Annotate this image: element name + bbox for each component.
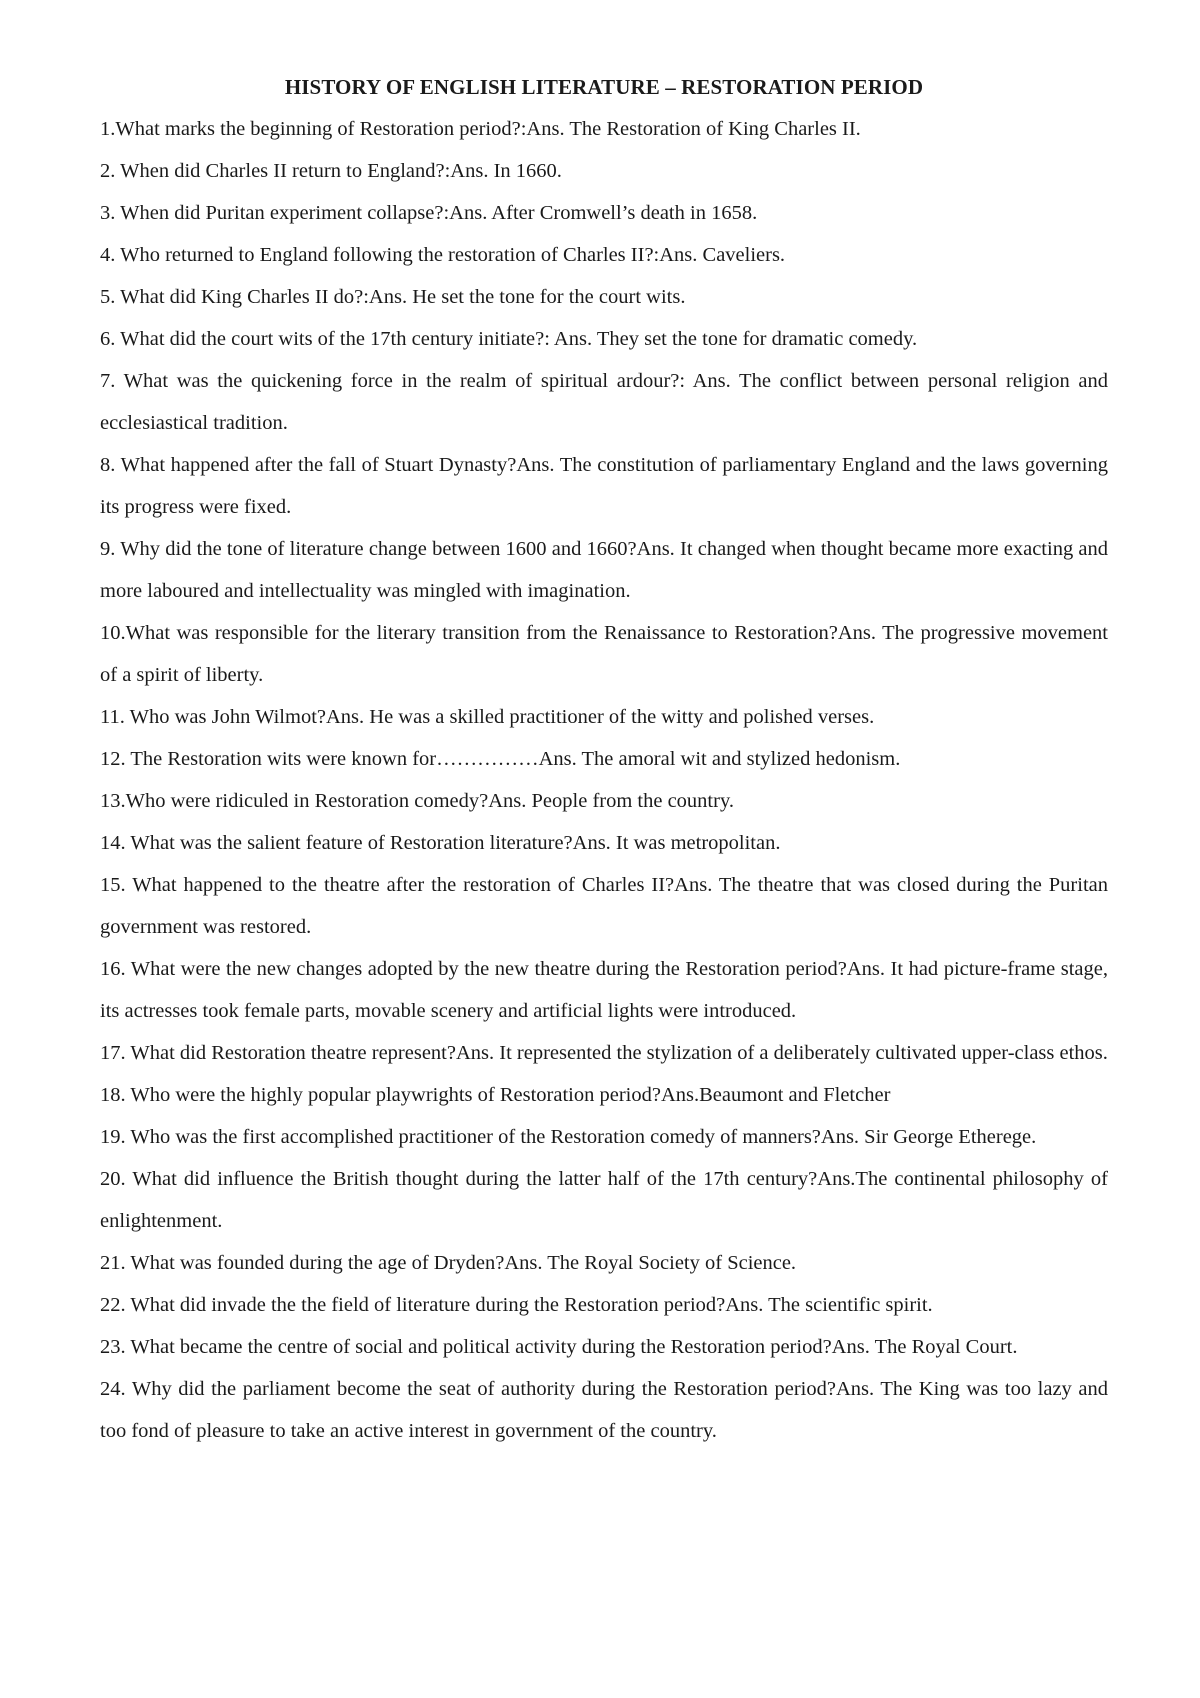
qa-item-14: 14. What was the salient feature of Restoration literature?Ans. It was metropolitan.	[100, 832, 781, 854]
qa-item-15: 15. What happened to the theatre after the restoration of Charles II?Ans. The theatre that was closed during the Puritan government was restored.	[100, 874, 1108, 938]
qa-item-7: 7. What was the quickening force in the realm of spiritual ardour?: Ans. The conflict between personal religion and ecclesiastical tradition.	[100, 370, 1108, 434]
document-page	[100, 66, 1108, 1452]
qa-item-24: 24. Why did the parliament become the seat of authority during the Restoration period?Ans. The King was too lazy and too fond of pleasure to take an active interest in government of the country.	[100, 1378, 1108, 1442]
qa-item-12: 12. The Restoration wits were known for……………Ans. The amoral wit and stylized hedonism.	[100, 748, 901, 770]
qa-item-11: 11. Who was John Wilmot?Ans. He was a skilled practitioner of the witty and polished verses.	[100, 706, 875, 728]
qa-item-21: 21. What was founded during the age of Dryden?Ans. The Royal Society of Science.	[100, 1252, 797, 1274]
qa-item-6: 6. What did the court wits of the 17th century initiate?: Ans. They set the tone for dramatic comedy.	[100, 328, 918, 350]
qa-item-3: 3. When did Puritan experiment collapse?:Ans. After Cromwell’s death in 1658.	[100, 202, 758, 224]
qa-item-10: 10.What was responsible for the literary transition from the Renaissance to Restoration?Ans. The progressive movement of a spirit of liberty.	[100, 622, 1108, 686]
qa-item-16: 16. What were the new changes adopted by the new theatre during the Restoration period?Ans. It had picture-frame stage, its actresses took female parts, movable scenery and artificial lights were introduced.	[100, 958, 1108, 1022]
qa-item-20: 20. What did influence the British thought during the latter half of the 17th century?Ans.The continental philosophy of enlightenment.	[100, 1168, 1108, 1232]
qa-item-19: 19. Who was the first accomplished practitioner of the Restoration comedy of manners?Ans. Sir George Etherege.	[100, 1126, 1037, 1148]
qa-item-23: 23. What became the centre of social and political activity during the Restoration period?Ans. The Royal Court.	[100, 1336, 1018, 1358]
qa-item-4: 4. Who returned to England following the restoration of Charles II?:Ans. Caveliers.	[100, 244, 786, 266]
qa-item-18: 18. Who were the highly popular playwrights of Restoration period?Ans.Beaumont and Fletcher	[100, 1084, 891, 1106]
qa-item-8: 8. What happened after the fall of Stuart Dynasty?Ans. The constitution of parliamentary England and the laws governing its progress were fixed.	[100, 454, 1108, 518]
qa-item-22: 22. What did invade the the field of literature during the Restoration period?Ans. The scientific spirit.	[100, 1294, 933, 1316]
qa-item-17: 17. What did Restoration theatre represent?Ans. It represented the stylization of a deliberately cultivated upper-class ethos.	[100, 1042, 1108, 1064]
qa-item-2: 2. When did Charles II return to England?:Ans. In 1660.	[100, 160, 562, 182]
qa-item-5: 5. What did King Charles II do?:Ans. He set the tone for the court wits.	[100, 286, 686, 308]
qa-item-13: 13.Who were ridiculed in Restoration comedy?Ans. People from the country.	[100, 790, 734, 812]
qa-item-1: 1.What marks the beginning of Restoration period?:Ans. The Restoration of King Charles II.	[100, 118, 861, 140]
document-title: HISTORY OF ENGLISH LITERATURE – RESTORATION PERIOD	[284, 75, 924, 99]
qa-item-9: 9. Why did the tone of literature change between 1600 and 1660?Ans. It changed when thought became more exacting and more laboured and intellectuality was mingled with imagination.	[100, 538, 1108, 602]
